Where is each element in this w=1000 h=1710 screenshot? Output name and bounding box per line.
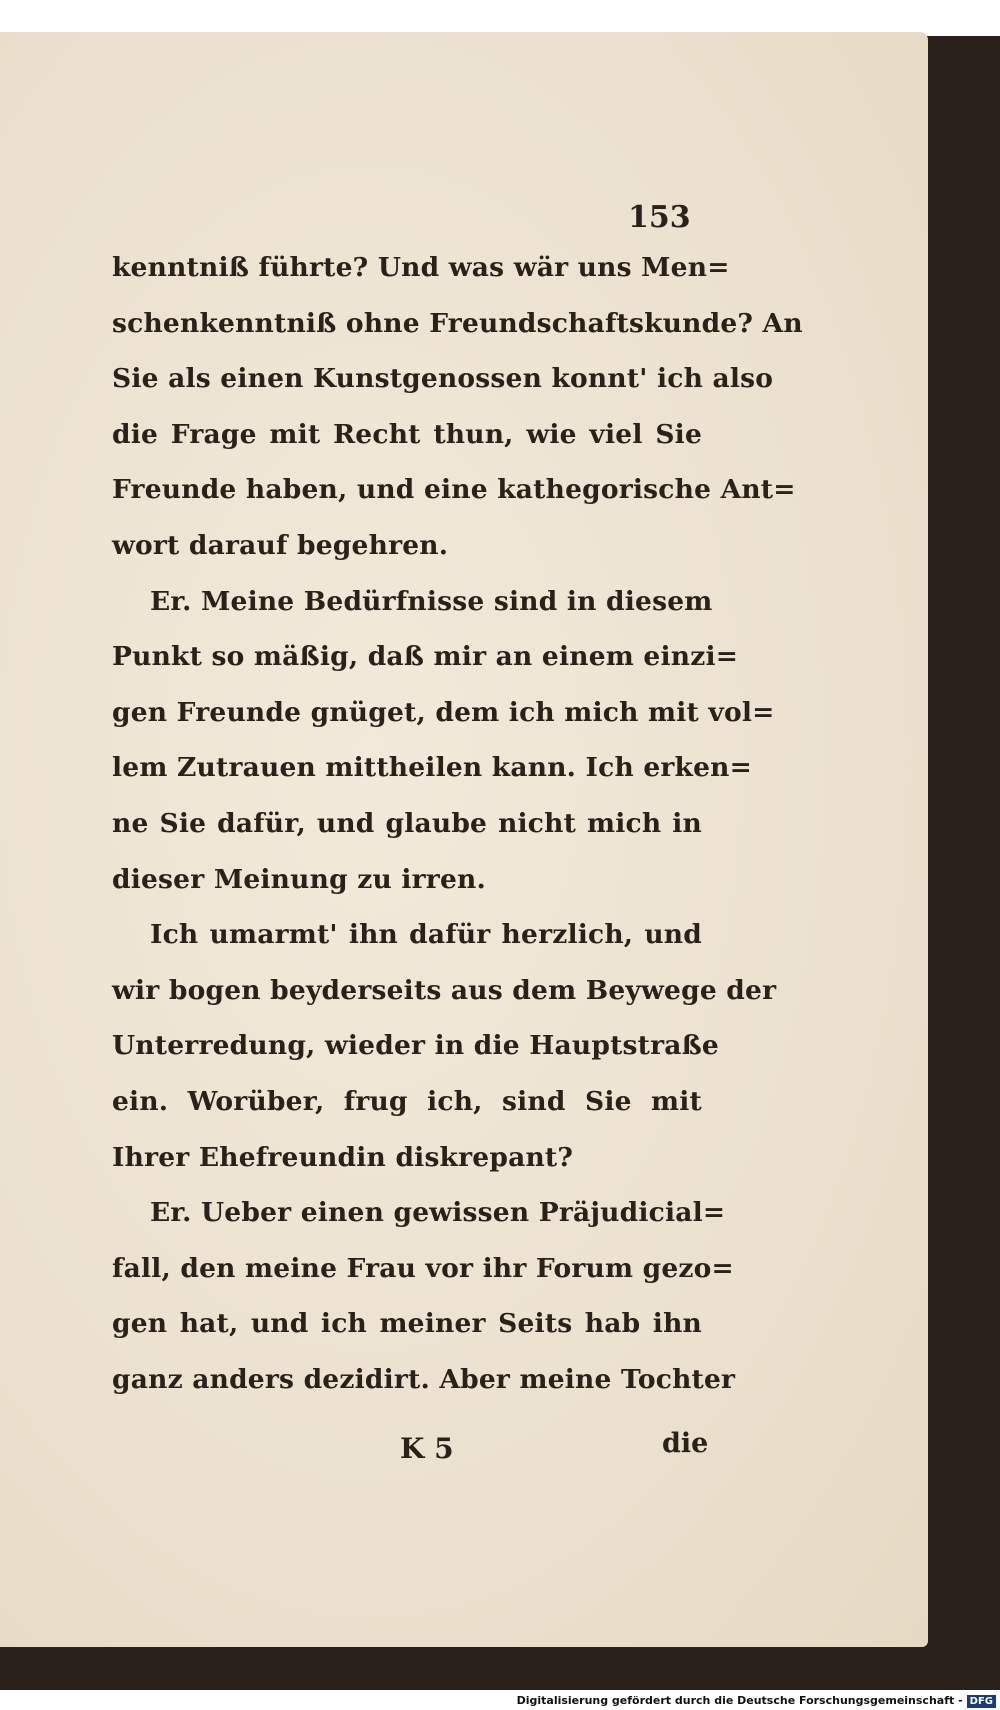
footer-credit: Digitalisierung gefördert durch die Deutsche Forschungsgemeinschaft - [516,1694,963,1707]
text-line: Sie als einen Kunstgenossen konnt' ich also [112,363,774,395]
dfg-logo: DFG [967,1695,996,1708]
page-number: 153 [628,200,691,235]
text-line: Punkt so mäßig, daß mir an einem einzi= [112,641,739,673]
text-line: schenkenntniß ohne Freundschaftskunde? An [112,307,803,339]
text-line: gen Freunde gnüget, dem ich mich mit vol= [112,696,775,728]
text-line: ganz anders dezidirt. Aber meine Tochter [112,1363,736,1395]
text-line: Unterredung, wieder in die Hauptstraße [112,1030,719,1062]
digitization-footer [0,1690,1000,1710]
text-line: kenntniß führte? Und was wär uns Men= [112,252,730,283]
signature-mark: K 5 [400,1432,454,1465]
text-line: Er. Meine Bedürfnisse sind in diesem [150,585,713,617]
text-line: wir bogen beyderseits aus dem Beywege der [112,974,777,1006]
catchword: die [662,1428,709,1459]
text-line: Ihrer Ehefreundin diskrepant? [112,1141,574,1173]
text-line: die Frage mit Recht thun, wie viel Sie [112,418,702,450]
text-line: Freunde haben, und eine kathegorische Ant= [112,474,796,506]
text-line: Er. Ueber einen gewissen Präjudicial= [150,1197,726,1229]
book-page [0,32,928,1647]
text-line: wort darauf begehren. [112,529,449,561]
text-line: gen hat, und ich meiner Seits hab ihn [112,1308,702,1340]
text-line: Ich umarmt' ihn dafür herzlich, und [150,919,702,951]
text-line: lem Zutrauen mittheilen kann. Ich erken= [112,752,753,784]
text-line: ein. Worüber, frug ich, sind Sie mit [112,1085,702,1117]
body-text [112,240,803,1407]
text-line: fall, den meine Frau vor ihr Forum gezo= [112,1252,734,1284]
text-line: dieser Meinung zu irren. [112,863,486,895]
text-line: ne Sie dafür, und glaube nicht mich in [112,807,702,839]
scan-top-margin [0,0,1000,36]
